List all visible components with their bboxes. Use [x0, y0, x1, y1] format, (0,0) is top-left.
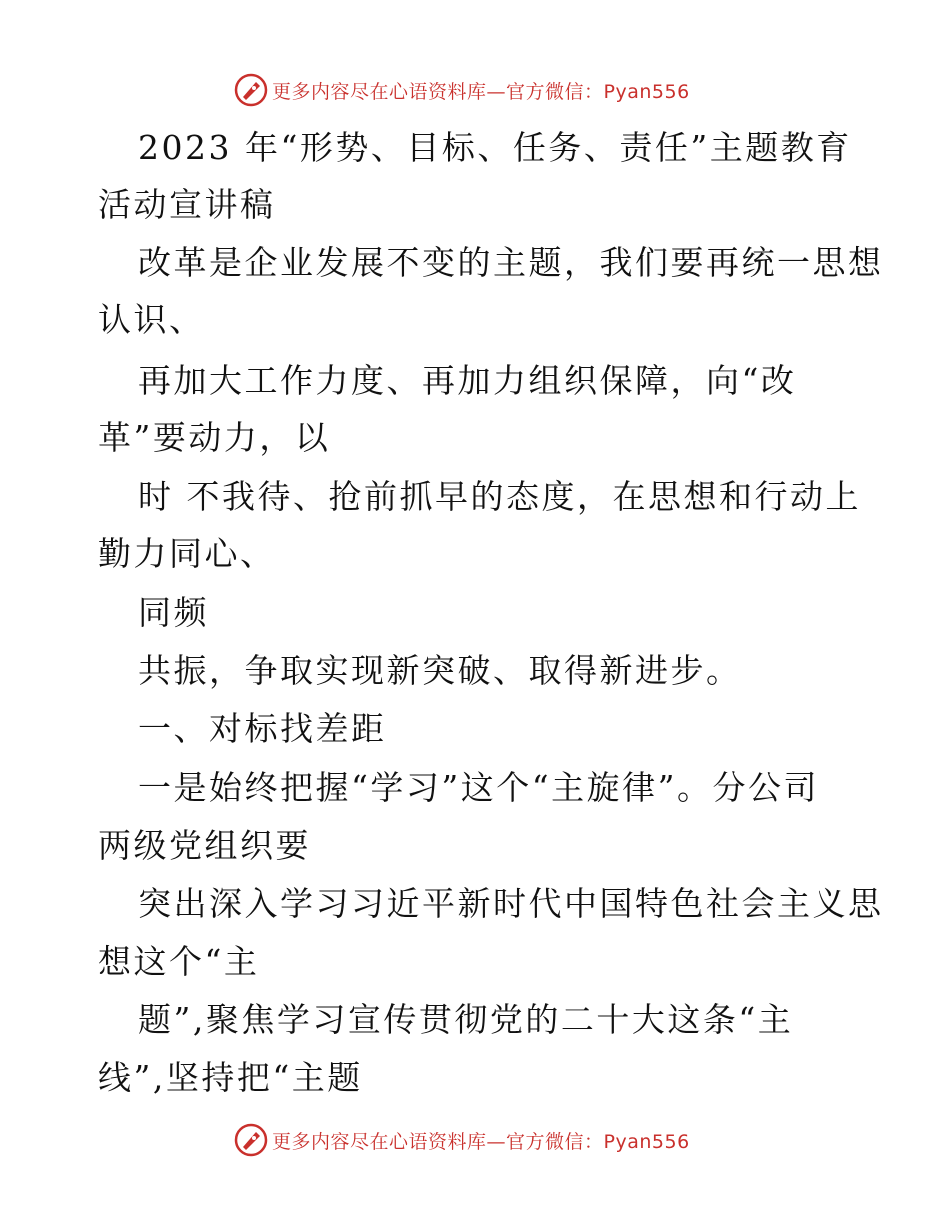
paragraph-line: 一是始终把握“学习”这个“主旋律”。分公司	[138, 768, 819, 807]
pen-nib-logo-icon	[234, 73, 268, 107]
title-line-2: 活动宣讲稿	[98, 185, 276, 224]
wechat-id: Pyan556	[603, 1130, 690, 1153]
paragraph-line: 想这个“主	[98, 942, 260, 981]
paragraph-line: 时 不我待、抢前抓早的态度，在思想和行动上	[138, 477, 861, 516]
watermark-footer	[234, 1120, 690, 1160]
paragraph-line: 勤力同心、	[98, 534, 276, 573]
paragraph-line: 题”,聚焦学习宣传贯彻党的二十大这条“主	[138, 1000, 794, 1039]
paragraph-line: 改革是企业发展不变的主题，我们要再统一思想	[138, 243, 884, 282]
pen-nib-logo-icon	[234, 1123, 268, 1157]
paragraph-line: 再加大工作力度、再加力组织保障，向“改	[138, 361, 797, 400]
section-heading: 一、对标找差距	[138, 709, 387, 748]
title-line-1: 2023 年“形势、目标、任务、责任”主题教育	[138, 128, 852, 167]
watermark-text: 更多内容尽在心语资料库—官方微信：Pyan556	[272, 1130, 690, 1153]
watermark-header	[234, 70, 690, 110]
paragraph-line: 认识、	[98, 300, 205, 339]
paragraph-line: 两级党组织要	[98, 826, 311, 865]
wechat-id: Pyan556	[603, 80, 690, 103]
watermark-text: 更多内容尽在心语资料库—官方微信：Pyan556	[272, 80, 690, 103]
paragraph-line: 同频	[138, 593, 209, 632]
paragraph-line: 线”,坚持把“主题	[98, 1058, 363, 1097]
paragraph-line: 共振，争取实现新突破、取得新进步。	[138, 651, 742, 690]
paragraph-line: 革”要动力，以	[98, 418, 331, 457]
paragraph-line: 突出深入学习习近平新时代中国特色社会主义思	[138, 884, 884, 923]
